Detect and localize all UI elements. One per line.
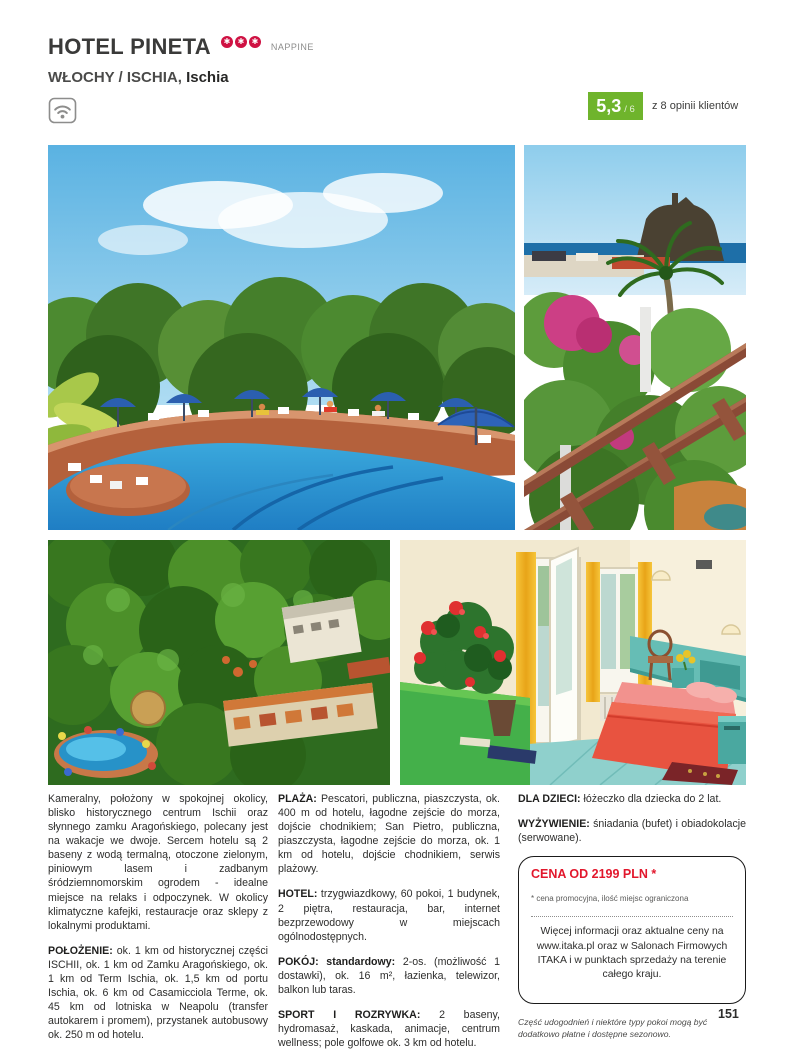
rating-score: 5,3 xyxy=(596,96,622,116)
seasonal-disclaimer: Część udogodnień i niektóre typy pokoi mogą być dodatkowo płatne i dostępne sezonowo. xyxy=(518,1016,708,1039)
section-label: PLAŻA: xyxy=(278,793,317,805)
section-dzieci xyxy=(518,792,746,806)
section-text: 2-os. (możliwość 1 dostawki), ok. 16 m², łazienka, telewizor, balkon lub taras. xyxy=(278,955,500,996)
section-label: POŁOŻENIE: xyxy=(48,944,113,957)
section-text: 2 baseny, hydromasaż, kaskada, animacje, centrum wellness; pole golfowe ok. 3 km od hotelu. xyxy=(278,1009,500,1050)
location-country: WŁOCHY / ISCHIA, xyxy=(48,69,182,86)
price-info: Więcej informacji oraz aktualne ceny na www.itaka.pl oraz w Salonach Firmowych ITAKA i w punktach sprzedaży na terenie całego kraju. xyxy=(536,926,728,980)
section-text: łóżeczko dla dziecka do 2 lat. xyxy=(583,793,722,805)
price-note: * cena promocyjna, ilość miejsc ograniczona xyxy=(531,893,689,903)
price-box xyxy=(518,856,746,1003)
hotel-name: HOTEL PINETA xyxy=(48,34,211,59)
hotel-location xyxy=(48,69,314,86)
price-title: CENA OD 2199 PLN * xyxy=(531,867,657,882)
section-label: HOTEL: xyxy=(278,888,318,901)
star-icon: ✱ xyxy=(235,36,247,48)
section-label: DLA DZIECI: xyxy=(518,793,581,805)
aerial-view-photo xyxy=(48,540,390,785)
category-note: NAPPINE xyxy=(270,42,314,52)
garden-view-photo xyxy=(524,145,746,530)
offer-column xyxy=(518,792,746,1040)
pool-photo xyxy=(48,145,515,530)
intro-paragraph: Kameralny, położony w spokojnej okolicy, blisko historycznego centrum Ischii oraz słynnego zamku Aragońskiego, polecany jest na wakacje we dwoje. Sercem hotelu są 2 baseny z wodą termalną, otoczone zielonym, piniowym lasem i zadbanym śródziemnomorskim ogrodem - idealne miejsce na relaks i odpoczynek. W okolicy klimatyczne kafejki, restauracje oraz sklepy z lokalnymi produktami. xyxy=(48,793,268,932)
section-text: Pescatori, publiczna, piaszczysta, ok. 400 m od hotelu, łagodne zejście do morza, dojście chodnikiem; San Pietro, publiczna, piaszczysta, łagodne zejście do morza, ok. 1 km od hotelu, dojście chodnikiem, serwis plażowy. xyxy=(278,793,500,876)
section-text: trzygwiazdkowy, 60 pokoi, 1 budynek, 2 piętra, restauracja, bar, internet bezprzewodowy w miejscach ogólnodostępnych. xyxy=(278,888,501,943)
page-number: 151 xyxy=(718,1007,739,1021)
location-city: Ischia xyxy=(181,69,229,86)
section-text: ok. 1 km od historycznej części ISCHII, ok. 1 km od Zamku Aragońskiego, ok. 1 km od Term Ischia, ok. 1,5 km od portu Ischia, ok. 6 km od Casamicciola Terme, ok. 45 km od lotniska w Neapolu (transfer autokarem i promem), przystanek autobusowy ok. 250 m od hotelu. xyxy=(48,944,268,1042)
rating-reviews: z 8 opinii klientów xyxy=(652,100,739,112)
section-wyzywienie xyxy=(518,817,746,845)
section-polozenie xyxy=(48,944,268,1043)
hotel-star-rating xyxy=(221,36,261,48)
wifi-icon xyxy=(48,97,77,129)
rating-badge xyxy=(588,92,643,120)
dotted-divider xyxy=(531,915,733,917)
section-hotel xyxy=(278,887,500,943)
room-photo xyxy=(400,540,746,785)
section-sublabel: standardowy: xyxy=(326,955,396,968)
section-pokoj xyxy=(278,955,500,997)
section-label: POKÓJ: xyxy=(278,955,319,968)
star-icon: ✱ xyxy=(221,36,233,48)
section-label: SPORT I ROZRYWKA: xyxy=(278,1009,421,1022)
rating-scale: / 6 xyxy=(624,104,635,115)
customer-rating xyxy=(588,92,738,120)
section-sport xyxy=(278,1008,500,1050)
section-plaza xyxy=(278,792,500,876)
section-text: śniadania (bufet) i obiadokolacje (serwowane). xyxy=(518,818,746,845)
star-icon: ✱ xyxy=(249,36,261,48)
description-column xyxy=(48,792,268,1051)
section-label: WYŻYWIENIE: xyxy=(518,818,590,831)
details-column xyxy=(278,792,500,1051)
hotel-header xyxy=(48,34,314,86)
